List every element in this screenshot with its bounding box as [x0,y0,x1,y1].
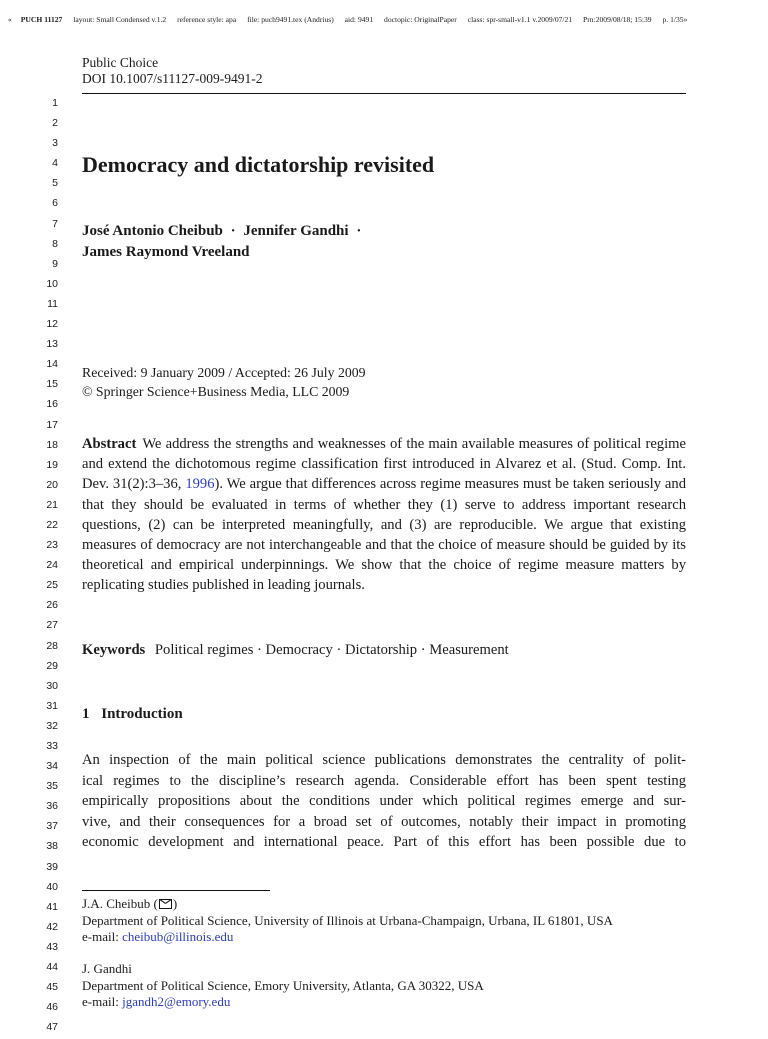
keywords-text: Political regimes · Democracy · Dictatorship · Measurement [154,642,509,658]
line-number: 38 [46,840,58,853]
section-heading [82,706,183,723]
header-item: class: spr-small-v1.1 v.2009/07/21 [467,15,573,24]
email-label: e-mail: [82,994,123,1009]
line-number: 25 [46,579,58,592]
journal-info [82,55,262,87]
line-number: 3 [52,137,58,150]
affiliation-cheibub [82,896,613,946]
line-number: 13 [46,338,58,351]
abstract-label: Abstract [82,436,137,452]
line-number: 47 [46,1021,58,1034]
line-number: 34 [46,760,58,773]
line-number: 30 [46,679,58,692]
line-number: 7 [52,217,58,230]
line-number: 18 [46,438,58,451]
line-number: 4 [52,157,58,170]
header-item: Prn:2009/08/18; 15:39 [583,15,652,24]
keywords [82,640,509,660]
line-number: 41 [46,900,58,913]
header-left-mark: « [8,15,12,24]
copyright-line: © Springer Science+Business Media, LLC 2009 [82,384,350,399]
paragraph-line: economic development and international peace. Part of this effort has been possible due to [82,834,686,850]
line-number: 35 [46,780,58,793]
line-number: 27 [46,619,58,632]
header-item: p. 1/35» [662,15,688,24]
abstract [82,434,686,596]
line-number: 8 [52,237,58,250]
line-number: 21 [46,498,58,511]
line-number: 12 [46,318,58,331]
line-number: 19 [46,458,58,471]
line-number: 17 [46,418,58,431]
author-separator: · [230,223,236,239]
line-number: 6 [52,197,58,210]
email-link[interactable]: jgandh2@emory.edu [122,994,231,1009]
header-item: file: puch9491.tex (Andrius) [247,15,334,24]
header-item: reference style: apa [177,15,237,24]
line-number: 5 [52,177,58,190]
line-number: 9 [52,257,58,270]
header-rule [82,93,686,94]
line-number: 31 [46,699,58,712]
line-number: 15 [46,378,58,391]
abstract-text: ). We argue that differences across regime measures must be taken seriously and that they should be evaluated in terms of whether they (1) serve to address important research questions, (2) can be interpreted meaningfully, and (3) are reproducible. We argue that existing measures of democracy are not interchangeable and that the choice of measure should be guided by its theoretical and empirical underpinnings. We show that the choice of regime measure matters by replicating studies published in leading journals. [82,476,686,594]
footnote-rule [82,890,270,891]
paper-title: Democracy and dictatorship revisited [82,152,435,177]
line-number: 43 [46,940,58,953]
line-number: 10 [46,277,58,290]
publication-dates [82,363,366,401]
production-header [8,15,760,24]
section-title: Introduction [101,706,183,722]
email-label: e-mail: [82,929,123,944]
envelope-icon [159,899,172,909]
header-item: aid: 9491 [344,15,374,24]
line-number: 16 [46,398,58,411]
citation-link[interactable]: 1996 [185,476,215,493]
journal-doi: DOI 10.1007/s11127-009-9491-2 [82,71,263,86]
author-name: James Raymond Vreeland [82,243,250,260]
line-number: 20 [46,478,58,491]
line-number: 23 [46,539,58,552]
line-number: 39 [46,860,58,873]
author-separator: · [356,223,362,239]
line-number: 44 [46,961,58,974]
section-number: 1 [82,706,90,722]
author-name: José Antonio Cheibub [82,223,223,239]
affiliation-dept: Department of Political Science, University of Illinois at Urbana-Champaign, Urbana, IL 61801, USA [82,912,613,928]
line-number: 36 [46,800,58,813]
affiliation-name: J. Gandhi [82,961,132,976]
paragraph-line: empirically propositions about the conditions under which political regimes emerge and sur- [82,793,686,809]
line-number: 22 [46,518,58,531]
author-list [82,221,365,262]
abstract-text: We address the strengths and weaknesses of the main available measures of political regime and extend the dichotomous regime classification first introduced in Alvarez et al. (Stud. Comp. Int. Dev. 31(2):3–36, [82,436,686,493]
affiliation-name-close: ) [172,896,178,911]
affiliation-name: J.A. Cheibub ( [82,896,158,911]
paragraph-line: ical regimes to the discipline’s research agenda. Considerable effort has been spent testing [82,772,686,789]
paragraph-line: An inspection of the main political science publications demonstrates the centrality of polit- [82,752,686,768]
introduction-paragraph [82,750,686,853]
header-doc-id: PUCH 11127 [20,15,63,24]
email-link[interactable]: cheibub@illinois.edu [122,929,234,944]
line-number: 29 [46,659,58,672]
line-number: 45 [46,981,58,994]
keywords-label: Keywords [82,642,146,658]
line-number: 33 [46,740,58,752]
author-name: Jennifer Gandhi [243,223,349,239]
line-number: 42 [46,920,58,933]
line-numbers [28,95,58,1039]
affiliation-gandhi [82,961,484,1011]
paragraph-line: vive, and their consequences for a broad set of outcomes, notably their impact in promoting [82,813,686,830]
line-number: 26 [46,599,58,612]
line-number: 1 [52,97,58,109]
line-number: 46 [46,1001,58,1014]
journal-name: Public Choice [82,55,159,70]
line-number: 11 [47,297,58,310]
header-item: layout: Small Condensed v.1.2 [73,15,167,24]
line-number: 32 [46,719,58,732]
received-accepted: Received: 9 January 2009 / Accepted: 26 July 2009 [82,365,366,380]
line-number: 40 [46,880,58,893]
line-number: 37 [46,820,58,833]
header-item: doctopic: OriginalPaper [384,15,457,24]
line-number: 2 [52,117,58,130]
affiliation-dept: Department of Political Science, Emory University, Atlanta, GA 30322, USA [82,977,484,993]
line-number: 14 [46,358,58,371]
line-number: 28 [46,639,58,652]
line-number: 24 [46,559,58,572]
